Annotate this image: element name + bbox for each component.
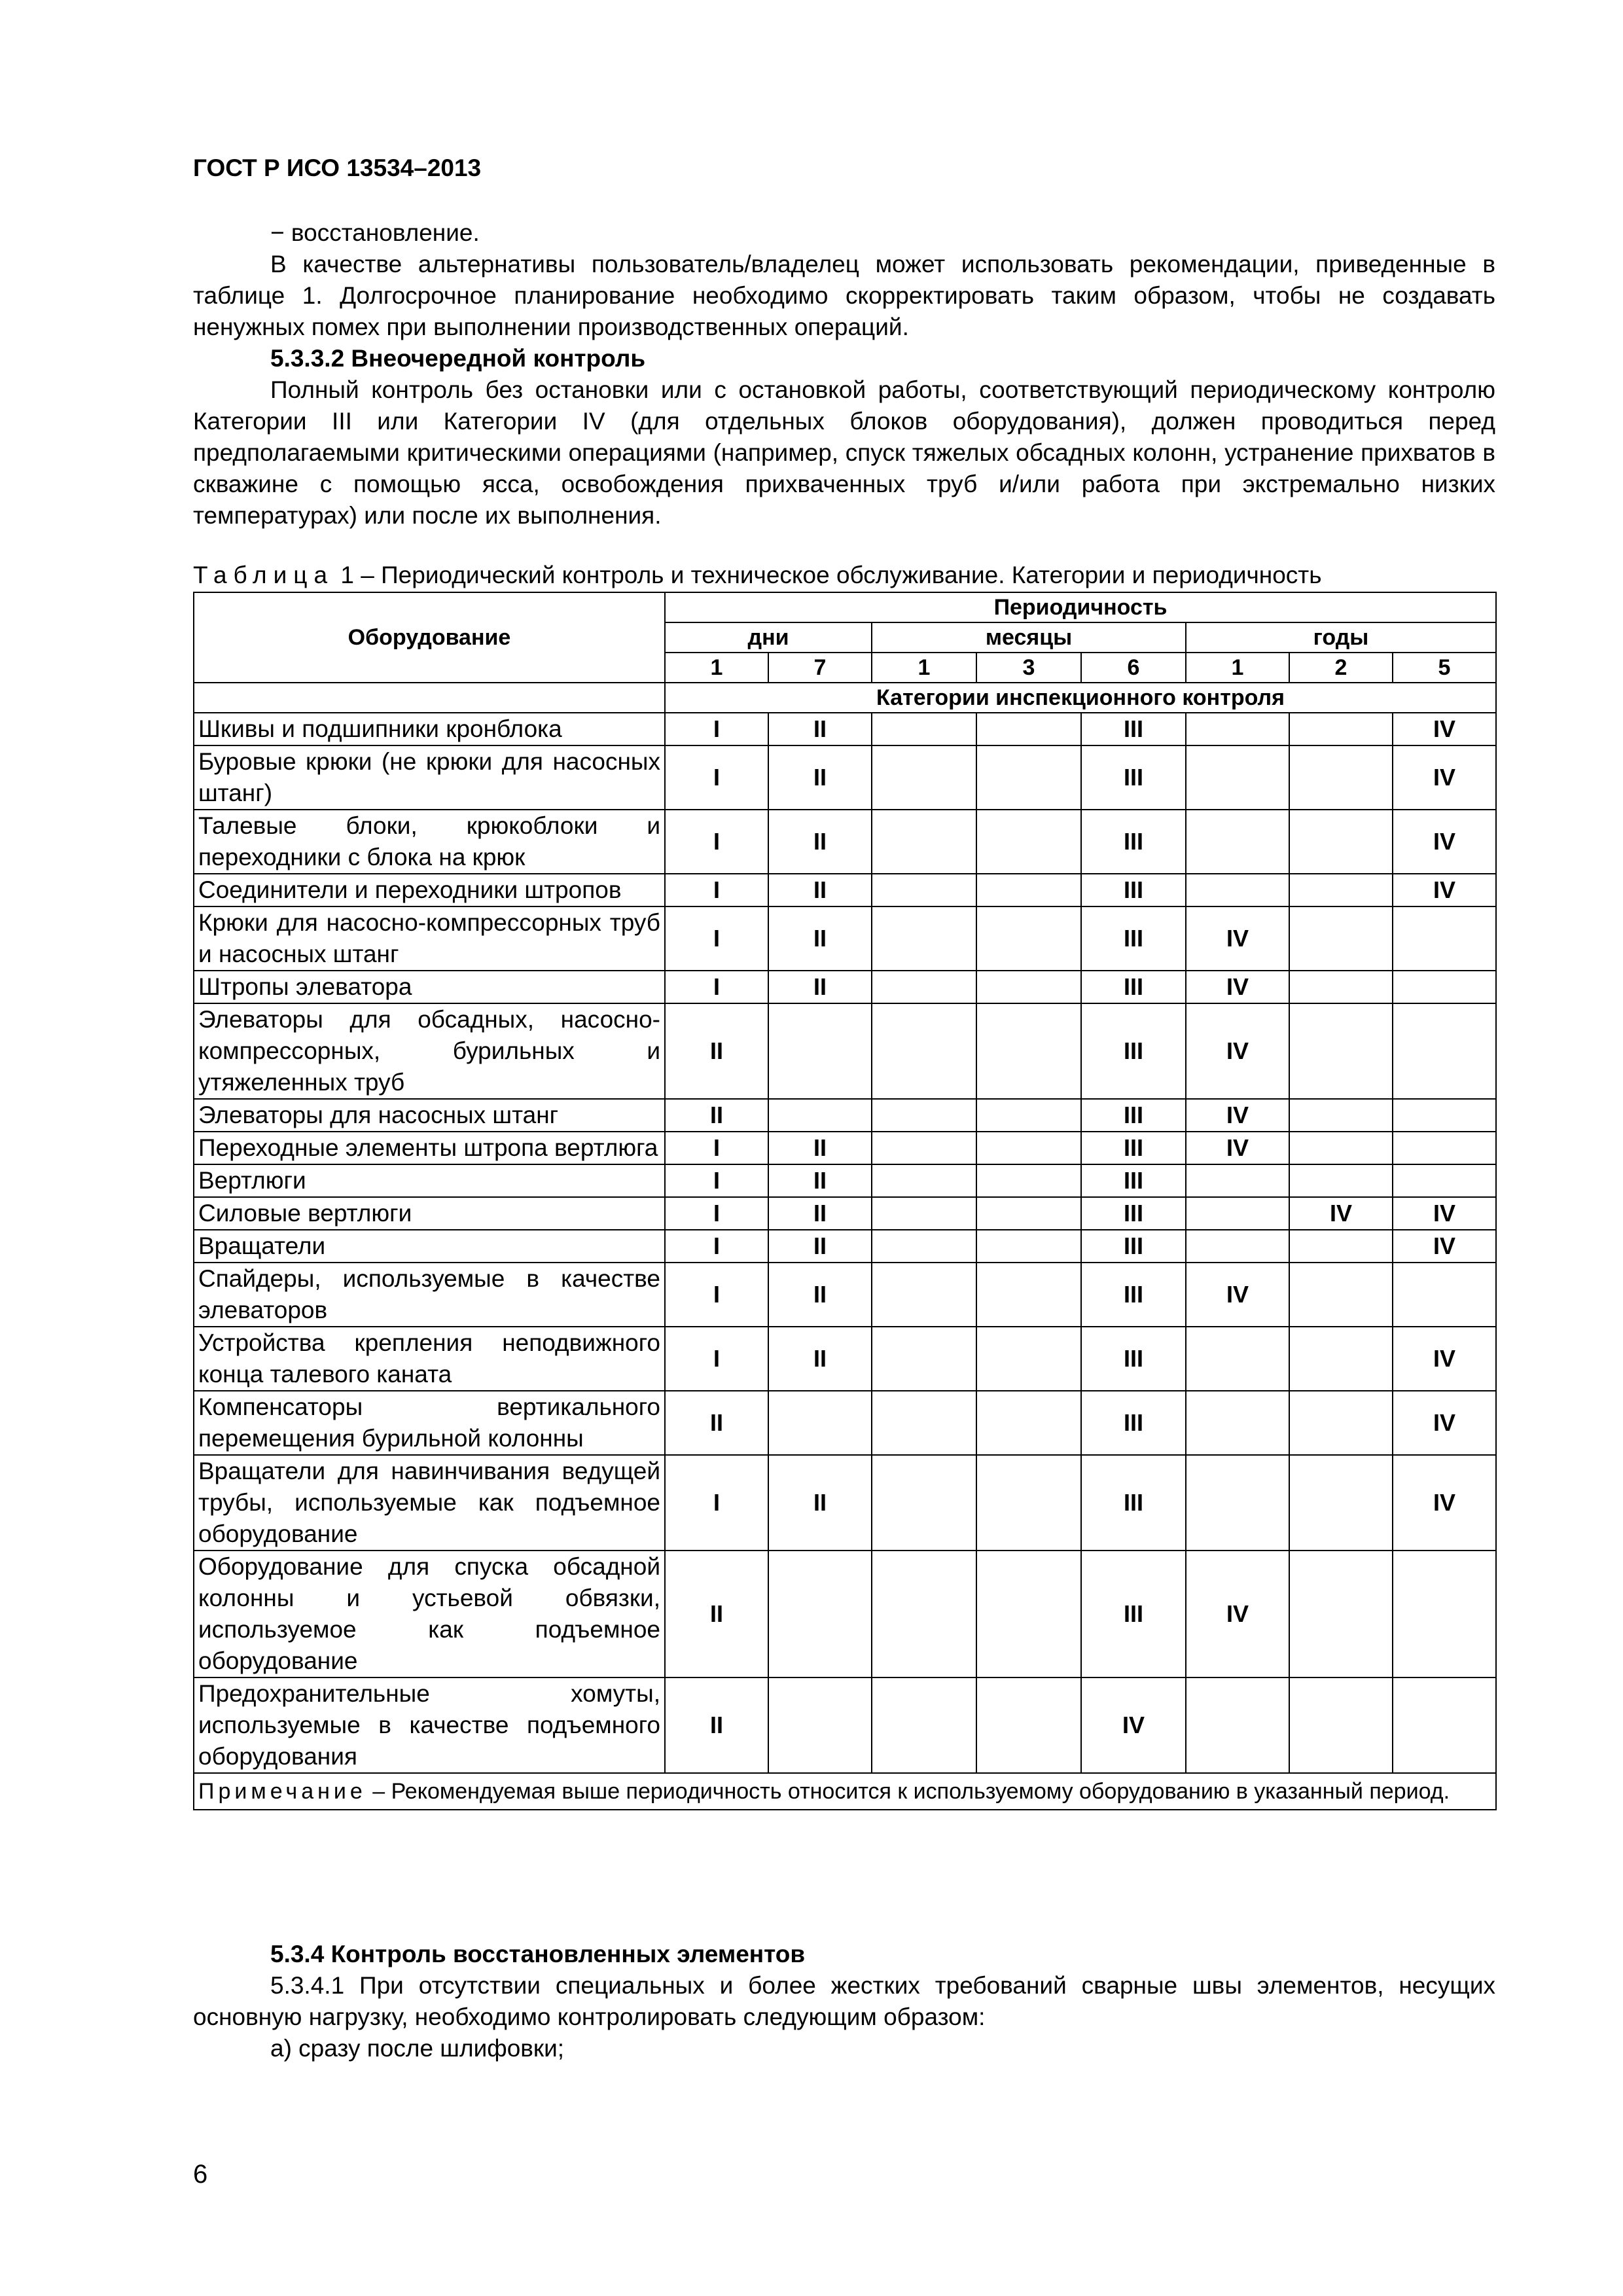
category-cell (976, 1455, 1081, 1551)
table-note-text: – Рекомендуемая выше периодичность относится к используемому оборудованию в указанный период. (366, 1779, 1450, 1804)
category-cell: I (665, 906, 768, 971)
category-cell: I (665, 713, 768, 745)
category-cell (1289, 971, 1393, 1003)
equipment-name-cell: Соединители и переходники штропов (194, 874, 665, 906)
category-cell (872, 1551, 976, 1677)
paragraph-extra-inspection: Полный контроль без остановки или с остановкой работы, соответствующий периодическому контролю Категории III или Категории IV (для отдельных блоков оборудования), должен проводиться перед предполагаемыми критическими операциями (например, спуск тяжелых обсадных колонн, устранение прихватов в скважине с помощью ясса, освобождения прихваченных труб и/или работа при экстремально низких температурах) или после их выполнения. (193, 376, 1495, 529)
category-cell: III (1081, 745, 1186, 810)
category-cell (976, 1099, 1081, 1132)
table-row (194, 1003, 1496, 1099)
after-table-text-block (193, 1939, 1495, 2064)
category-cell (1289, 1391, 1393, 1455)
category-cell (976, 1327, 1081, 1391)
category-cell: II (768, 1197, 872, 1230)
category-cell: IV (1393, 1197, 1496, 1230)
category-cell (872, 745, 976, 810)
category-cell (1289, 1230, 1393, 1263)
equipment-name-cell: Вращатели для навинчивания ведущей трубы, используемые как подъемное оборудование (194, 1455, 665, 1551)
category-cell: III (1081, 1551, 1186, 1677)
category-cell: IV (1393, 713, 1496, 745)
header-sub-col: 5 (1393, 653, 1496, 683)
category-cell (976, 713, 1081, 745)
table-row (194, 971, 1496, 1003)
category-cell: II (768, 1164, 872, 1197)
category-cell: III (1081, 1230, 1186, 1263)
category-cell (872, 874, 976, 906)
table-row (194, 874, 1496, 906)
category-cell (1186, 874, 1289, 906)
category-cell: IV (1186, 1263, 1289, 1327)
equipment-name-cell: Шкивы и подшипники кронблока (194, 713, 665, 745)
category-cell (1289, 1455, 1393, 1551)
category-cell: II (768, 874, 872, 906)
category-cell: III (1081, 874, 1186, 906)
category-cell: I (665, 971, 768, 1003)
category-cell (1186, 1391, 1289, 1455)
category-cell: I (665, 1164, 768, 1197)
category-cell (872, 713, 976, 745)
header-group-months: месяцы (872, 622, 1186, 653)
category-cell (1393, 1551, 1496, 1677)
table-row (194, 810, 1496, 874)
equipment-name-cell: Компенсаторы вертикального перемещения бурильной колонны (194, 1391, 665, 1455)
category-cell (976, 1263, 1081, 1327)
category-cell (872, 1455, 976, 1551)
list-item-a: а) сразу после шлифовки; (270, 2035, 565, 2062)
header-sub-col: 6 (1081, 653, 1186, 683)
category-cell: III (1081, 1197, 1186, 1230)
category-cell (976, 1391, 1081, 1455)
category-cell: IV (1393, 1455, 1496, 1551)
category-cell (872, 971, 976, 1003)
category-cell (1289, 1327, 1393, 1391)
header-sub-col: 1 (1186, 653, 1289, 683)
category-cell: IV (1289, 1197, 1393, 1230)
periodicity-table (193, 592, 1497, 1810)
table-row (194, 1099, 1496, 1132)
category-cell: IV (1393, 810, 1496, 874)
table-caption-text: 1 – Периодический контроль и техническое обслуживание. Категории и периодичность (334, 562, 1322, 588)
category-cell: I (665, 1230, 768, 1263)
category-cell (1186, 1197, 1289, 1230)
category-cell (1289, 1132, 1393, 1164)
category-cell: IV (1393, 1327, 1496, 1391)
category-cell: II (768, 745, 872, 810)
table-row (194, 1455, 1496, 1551)
paragraph-alternative: В качестве альтернативы пользователь/владелец может использовать рекомендации, приведенные в таблице 1. Долгосрочное планирование необходимо скорректировать таким образом, чтобы не создавать ненужных помех при выполнении производственных операций. (193, 251, 1495, 340)
category-cell: III (1081, 713, 1186, 745)
category-cell: I (665, 1132, 768, 1164)
category-cell: II (665, 1551, 768, 1677)
category-cell (768, 1003, 872, 1099)
equipment-name-cell: Крюки для насосно-компрессорных труб и насосных штанг (194, 906, 665, 971)
category-cell: II (768, 713, 872, 745)
category-cell: III (1081, 1003, 1186, 1099)
table-row (194, 906, 1496, 971)
category-cell (872, 810, 976, 874)
category-cell (1289, 745, 1393, 810)
category-cell (976, 874, 1081, 906)
category-cell (872, 1677, 976, 1773)
dash-list-item: − восстановление. (270, 219, 480, 246)
category-cell (1289, 906, 1393, 971)
category-cell (976, 1197, 1081, 1230)
category-cell: II (768, 1455, 872, 1551)
category-cell (1289, 1263, 1393, 1327)
equipment-name-cell: Буровые крюки (не крюки для насосных штанг) (194, 745, 665, 810)
header-periodicity: Периодичность (665, 592, 1496, 622)
equipment-name-cell: Вращатели (194, 1230, 665, 1263)
equipment-name-cell: Штропы элеватора (194, 971, 665, 1003)
category-cell (872, 1003, 976, 1099)
category-cell (1393, 1099, 1496, 1132)
table-note-label: Примечание (198, 1779, 366, 1804)
category-cell: II (768, 971, 872, 1003)
category-cell: II (768, 1132, 872, 1164)
category-cell (768, 1391, 872, 1455)
section-heading-5-3-4: 5.3.4 Контроль восстановленных элементов (270, 1941, 806, 1967)
category-cell: IV (1186, 1099, 1289, 1132)
category-cell (1289, 810, 1393, 874)
category-cell (976, 1677, 1081, 1773)
equipment-name-cell: Устройства крепления неподвижного конца талевого каната (194, 1327, 665, 1391)
category-cell (872, 1263, 976, 1327)
paragraph-5-3-4-1: 5.3.4.1 При отсутствии специальных и более жестких требований сварные швы элементов, несущих основную нагрузку, необходимо контролировать следующим образом: (193, 1972, 1495, 2030)
table-note (194, 1773, 1496, 1810)
category-cell: IV (1081, 1677, 1186, 1773)
category-cell (872, 1391, 976, 1455)
table-row (194, 1263, 1496, 1327)
category-cell (1186, 1327, 1289, 1391)
table-body (194, 713, 1496, 1773)
category-cell: IV (1186, 971, 1289, 1003)
table-row (194, 1327, 1496, 1391)
intro-text-block (193, 217, 1495, 531)
category-cell: II (768, 810, 872, 874)
table-row (194, 713, 1496, 745)
category-cell (872, 1327, 976, 1391)
category-cell: I (665, 810, 768, 874)
category-cell: II (768, 906, 872, 971)
category-cell (1186, 1230, 1289, 1263)
page-number: 6 (193, 2160, 208, 2189)
section-heading-5-3-3-2: 5.3.3.2 Внеочередной контроль (270, 345, 646, 372)
table-row (194, 1677, 1496, 1773)
header-sub-col: 2 (1289, 653, 1393, 683)
category-cell: IV (1393, 745, 1496, 810)
header-sub-col: 1 (665, 653, 768, 683)
category-cell: IV (1186, 906, 1289, 971)
document-code-header: ГОСТ Р ИСО 13534–2013 (193, 154, 482, 181)
category-cell: III (1081, 1327, 1186, 1391)
category-cell (872, 1164, 976, 1197)
category-cell (1393, 1263, 1496, 1327)
category-cell: II (665, 1677, 768, 1773)
category-cell (976, 971, 1081, 1003)
category-cell: IV (1393, 1230, 1496, 1263)
category-cell (976, 1164, 1081, 1197)
category-cell: II (768, 1230, 872, 1263)
category-cell: I (665, 1327, 768, 1391)
category-cell (976, 1551, 1081, 1677)
category-cell: III (1081, 971, 1186, 1003)
equipment-name-cell: Предохранительные хомуты, используемые в качестве подъемного оборудования (194, 1677, 665, 1773)
category-cell (1393, 1164, 1496, 1197)
category-cell (1186, 810, 1289, 874)
category-cell (1289, 1099, 1393, 1132)
category-cell (1289, 713, 1393, 745)
category-cell (1289, 1164, 1393, 1197)
category-cell (872, 1230, 976, 1263)
category-cell (1393, 1132, 1496, 1164)
category-cell: III (1081, 810, 1186, 874)
category-cell (1186, 1455, 1289, 1551)
category-cell: III (1081, 1099, 1186, 1132)
category-cell: IV (1393, 874, 1496, 906)
table-row (194, 1391, 1496, 1455)
category-cell (1289, 1677, 1393, 1773)
category-cell (768, 1099, 872, 1132)
category-cell: I (665, 1197, 768, 1230)
header-equipment: Оборудование (194, 592, 665, 683)
category-cell: IV (1186, 1003, 1289, 1099)
category-cell (976, 906, 1081, 971)
category-cell: III (1081, 1455, 1186, 1551)
category-cell (1289, 874, 1393, 906)
category-cell (1186, 745, 1289, 810)
category-cell (976, 745, 1081, 810)
category-cell (1393, 971, 1496, 1003)
category-cell (872, 1132, 976, 1164)
category-cell (872, 1197, 976, 1230)
header-group-days: дни (665, 622, 872, 653)
category-cell (768, 1551, 872, 1677)
category-cell (1393, 1677, 1496, 1773)
category-cell: IV (1186, 1551, 1289, 1677)
table-row (194, 1230, 1496, 1263)
category-cell: III (1081, 1263, 1186, 1327)
category-cell: III (1081, 1132, 1186, 1164)
header-categories: Категории инспекционного контроля (665, 683, 1496, 713)
category-cell: II (665, 1099, 768, 1132)
category-cell: I (665, 874, 768, 906)
equipment-name-cell: Элеваторы для обсадных, насосно-компрессорных, бурильных и утяжеленных труб (194, 1003, 665, 1099)
category-cell (1393, 906, 1496, 971)
category-cell: III (1081, 1391, 1186, 1455)
equipment-name-cell: Силовые вертлюги (194, 1197, 665, 1230)
category-cell (872, 1099, 976, 1132)
category-cell (872, 906, 976, 971)
table-row (194, 1164, 1496, 1197)
category-cell: III (1081, 1164, 1186, 1197)
category-cell (976, 1230, 1081, 1263)
category-cell: II (768, 1263, 872, 1327)
equipment-name-cell: Переходные элементы штропа вертлюга (194, 1132, 665, 1164)
header-group-years: годы (1186, 622, 1496, 653)
equipment-name-cell: Вертлюги (194, 1164, 665, 1197)
category-cell: II (665, 1003, 768, 1099)
header-sub-col: 1 (872, 653, 976, 683)
header-blank-cell (194, 683, 665, 713)
category-cell (1186, 1164, 1289, 1197)
category-cell: I (665, 1263, 768, 1327)
category-cell (1186, 713, 1289, 745)
category-cell (1393, 1003, 1496, 1099)
category-cell: IV (1186, 1132, 1289, 1164)
category-cell: I (665, 1455, 768, 1551)
category-cell: IV (1393, 1391, 1496, 1455)
category-cell: II (665, 1391, 768, 1455)
category-cell: III (1081, 906, 1186, 971)
category-cell: II (768, 1327, 872, 1391)
category-cell (976, 1003, 1081, 1099)
category-cell (976, 1132, 1081, 1164)
equipment-name-cell: Спайдеры, используемые в качестве элеваторов (194, 1263, 665, 1327)
header-sub-col: 7 (768, 653, 872, 683)
table-row (194, 1551, 1496, 1677)
table-caption (193, 562, 1322, 589)
category-cell: I (665, 745, 768, 810)
category-cell (768, 1677, 872, 1773)
equipment-name-cell: Элеваторы для насосных штанг (194, 1099, 665, 1132)
table-row (194, 1132, 1496, 1164)
category-cell (1289, 1551, 1393, 1677)
equipment-name-cell: Оборудование для спуска обсадной колонны и устьевой обвязки, используемое как подъемное оборудование (194, 1551, 665, 1677)
category-cell (1186, 1677, 1289, 1773)
category-cell (1289, 1003, 1393, 1099)
table-row (194, 745, 1496, 810)
table-caption-label: Таблица (193, 562, 334, 588)
category-cell (976, 810, 1081, 874)
table-row (194, 1197, 1496, 1230)
header-sub-col: 3 (976, 653, 1081, 683)
equipment-name-cell: Талевые блоки, крюкоблоки и переходники с блока на крюк (194, 810, 665, 874)
